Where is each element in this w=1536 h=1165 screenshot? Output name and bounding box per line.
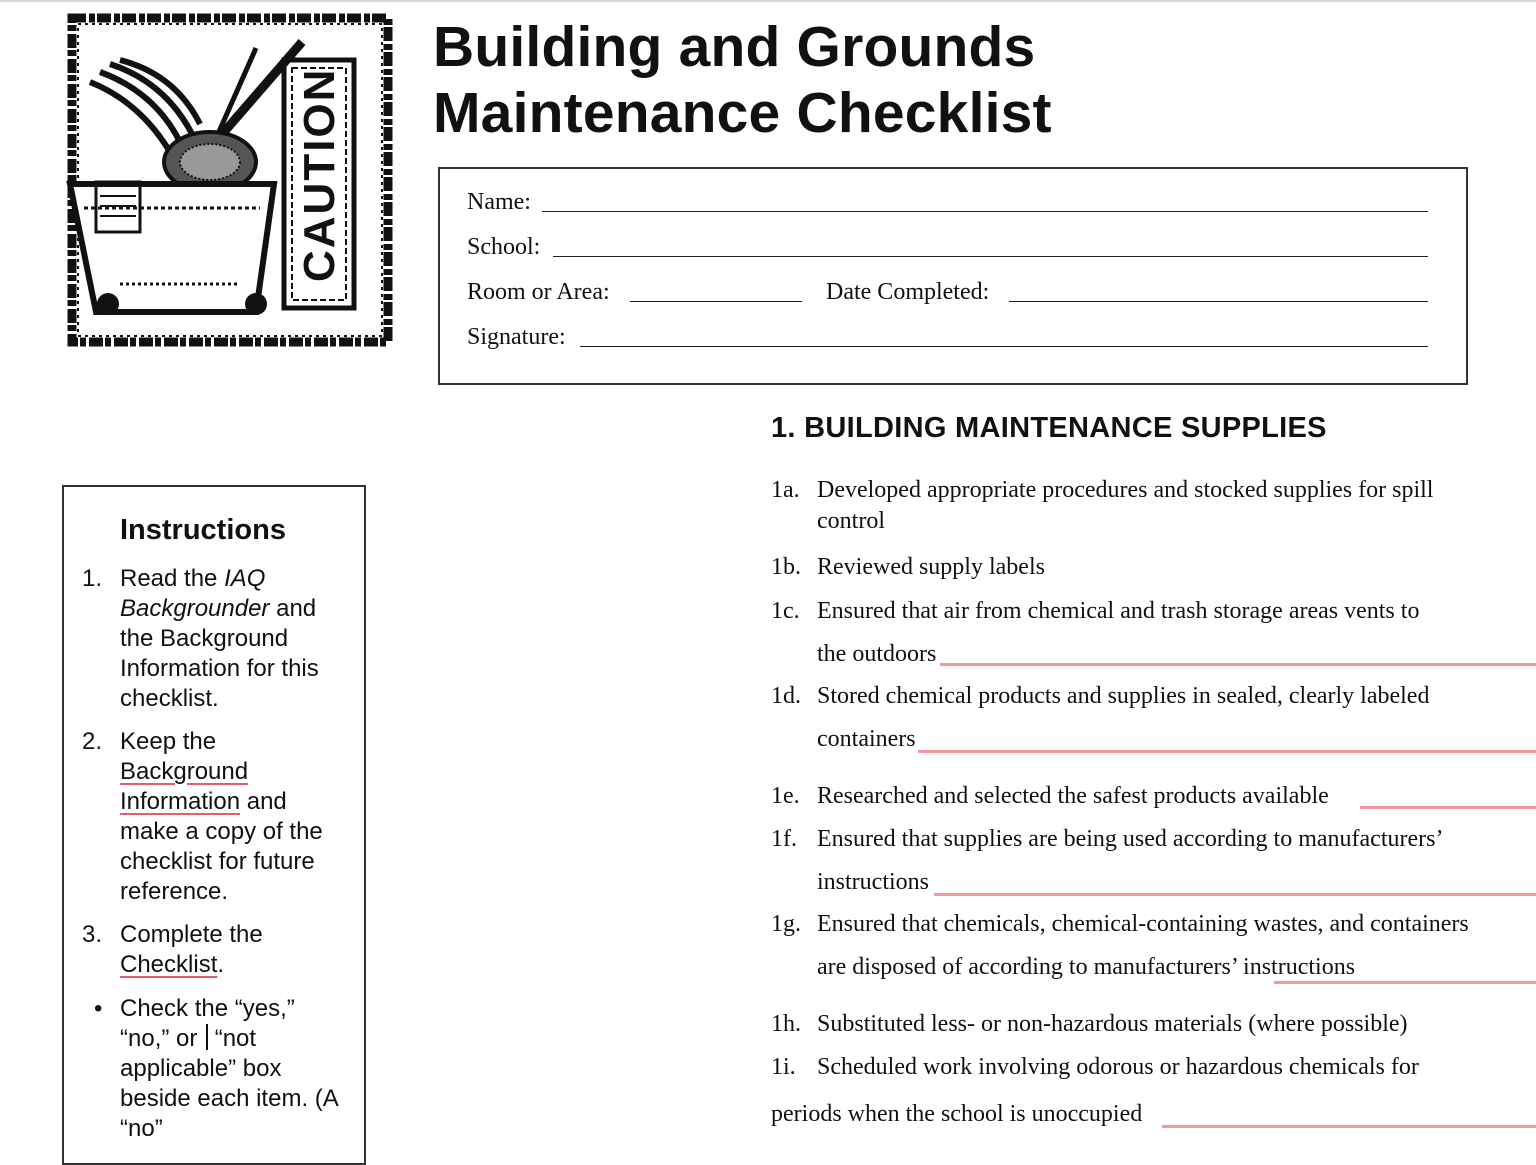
info-form-box	[438, 167, 1468, 385]
signature-field[interactable]	[580, 346, 1428, 347]
step-number: 2.	[82, 728, 103, 755]
signature-label: Signature:	[467, 324, 566, 350]
item-code: 1g.	[771, 911, 801, 937]
item-text-line-1: Substituted less- or non-hazardous materials (where possible)	[817, 1011, 1408, 1037]
item-text-line-1: Scheduled work involving odorous or hazardous chemicals for	[817, 1054, 1419, 1080]
item-text-line-1: Reviewed supply labels	[817, 554, 1045, 580]
item-text-line-1: Developed appropriate procedures and stocked supplies for spill	[817, 477, 1434, 503]
date-field[interactable]	[1009, 301, 1428, 302]
item-text-line-1: Ensured that supplies are being used according to manufacturers’	[817, 826, 1444, 852]
item-text-line-1: Ensured that air from chemical and trash storage areas vents to	[817, 598, 1420, 624]
spellcheck-underline	[940, 663, 1536, 666]
title-line-1: Building and Grounds	[433, 15, 1036, 79]
document-title	[433, 14, 1052, 146]
date-label: Date Completed:	[826, 279, 990, 305]
text-cursor-icon	[206, 1024, 208, 1050]
item-code: 1d.	[771, 683, 801, 709]
item-code: 1i.	[771, 1054, 796, 1080]
spellcheck-underline	[1162, 1125, 1536, 1128]
item-code: 1h.	[771, 1011, 801, 1037]
item-code: 1f.	[771, 826, 797, 852]
caution-sign-text: CAUTION	[295, 67, 344, 282]
instructions-heading: Instructions	[120, 514, 286, 546]
caution-mop-bucket-icon	[60, 12, 396, 350]
spellcheck-underline	[1360, 806, 1536, 809]
name-field[interactable]	[542, 211, 1428, 212]
room-field[interactable]	[630, 301, 802, 302]
item-text-line-1: Stored chemical products and supplies in sealed, clearly labeled	[817, 683, 1430, 709]
spellcheck-underline	[934, 893, 1536, 896]
item-text-line-2: periods when the school is unoccupied	[771, 1101, 1143, 1127]
spellcheck-underline	[1274, 981, 1536, 984]
item-text-line-2: are disposed of according to manufacturers’ instructions	[817, 954, 1356, 980]
item-text-line-2: instructions	[817, 869, 929, 895]
step-text: Read the IAQ Backgrounder and the Background Information for this checklist.	[120, 565, 319, 712]
title-line-2: Maintenance Checklist	[433, 81, 1052, 145]
spellcheck-underline	[918, 750, 1536, 753]
step-number: 1.	[82, 565, 103, 592]
item-text-line-1: Researched and selected the safest products available	[817, 783, 1329, 809]
bullet-icon: •	[94, 995, 103, 1022]
school-field[interactable]	[553, 256, 1428, 257]
instructions-box	[62, 485, 366, 1165]
item-text-line-2: the outdoors	[817, 641, 937, 667]
item-code: 1e.	[771, 783, 800, 809]
room-label: Room or Area:	[467, 279, 610, 305]
section-heading: 1. BUILDING MAINTENANCE SUPPLIES	[771, 412, 1327, 444]
item-text-line-2: containers	[817, 726, 916, 752]
item-code: 1a.	[771, 477, 800, 503]
step-text: Keep the Background Information and make a copy of the checklist for future reference.	[120, 728, 323, 905]
step-text: Check the “yes,” “no,” or “not applicable” box beside each item. (A “no”	[120, 995, 338, 1142]
name-label: Name:	[467, 189, 531, 215]
item-text-line-2: control	[817, 508, 885, 534]
page-top-border	[0, 0, 1536, 2]
item-text-line-1: Ensured that chemicals, chemical-containing wastes, and containers	[817, 911, 1469, 937]
item-code: 1b.	[771, 554, 801, 580]
step-number: 3.	[82, 921, 103, 948]
item-code: 1c.	[771, 598, 800, 624]
school-label: School:	[467, 234, 541, 260]
step-text: Complete the Checklist.	[120, 921, 263, 978]
